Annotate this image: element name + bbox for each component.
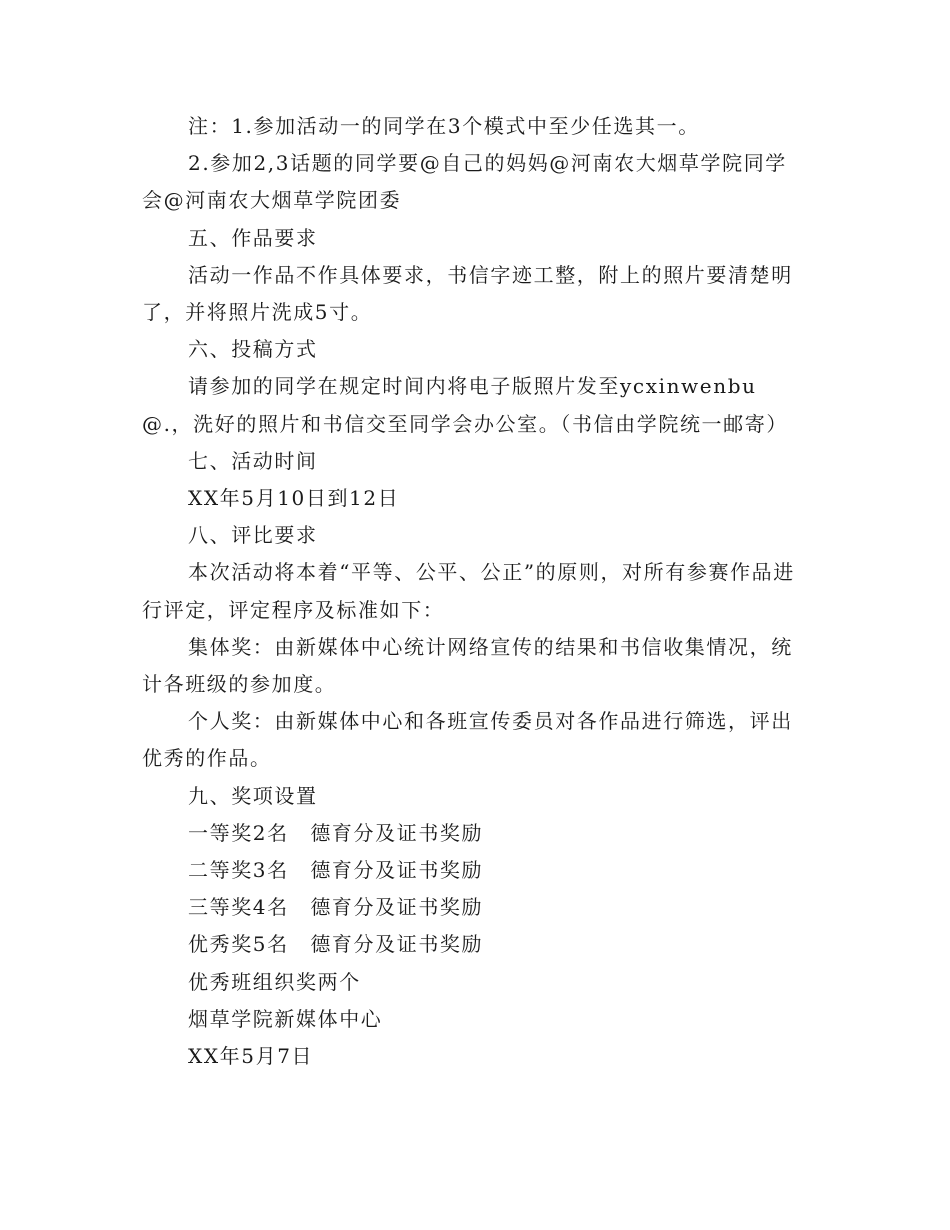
group-award-paragraph: 集体奖：由新媒体中心统计网络宣传的结果和书信收集情况，统计各班级的参加度。 (142, 634, 793, 697)
class-organization-award-line: 优秀班组织奖两个 (188, 969, 361, 994)
signature-organization: 烟草学院新媒体中心 (188, 1006, 383, 1031)
note-line-2: 2.参加2,3话题的同学要@自己的妈妈@河南农大烟草学院同学会@河南农大烟草学院团委 (142, 151, 787, 213)
excellence-prize-line: 优秀奖5名 德育分及证书奖励 (188, 932, 484, 957)
section-heading-5: 五、作品要求 (188, 225, 318, 250)
individual-award-paragraph: 个人奖：由新媒体中心和各班宣传委员对各作品进行筛选，评出优秀的作品。 (142, 709, 793, 771)
third-prize-line: 三等奖4名 德育分及证书奖励 (188, 895, 484, 920)
section-heading-9: 九、奖项设置 (188, 783, 318, 808)
submission-method-paragraph: 请参加的同学在规定时间内将电子版照片发至ycxinwenbu@.，洗好的照片和书信交至同学会办公室。（书信由学院统一邮寄） (142, 374, 788, 436)
section-heading-6: 六、投稿方式 (188, 337, 318, 362)
first-prize-line: 一等奖2名 德育分及证书奖励 (188, 820, 484, 845)
activity-time-paragraph: XX年5月10日到12日 (188, 486, 400, 511)
signature-date: XX年5月7日 (188, 1044, 314, 1069)
work-requirements-paragraph: 活动一作品不作具体要求，书信字迹工整，附上的照片要清楚明了，并将照片洗成5寸。 (142, 262, 793, 325)
evaluation-principle-paragraph: 本次活动将本着“平等、公平、公正”的原则，对所有参赛作品进行评定，评定程序及标准如下： (142, 560, 795, 622)
note-line-1: 注：1.参加活动一的同学在3个模式中至少任选其一。 (188, 114, 700, 138)
section-heading-7: 七、活动时间 (188, 448, 318, 473)
document-body (142, 108, 807, 1075)
section-heading-8: 八、评比要求 (188, 523, 318, 548)
second-prize-line: 二等奖3名 德育分及证书奖励 (188, 858, 484, 883)
